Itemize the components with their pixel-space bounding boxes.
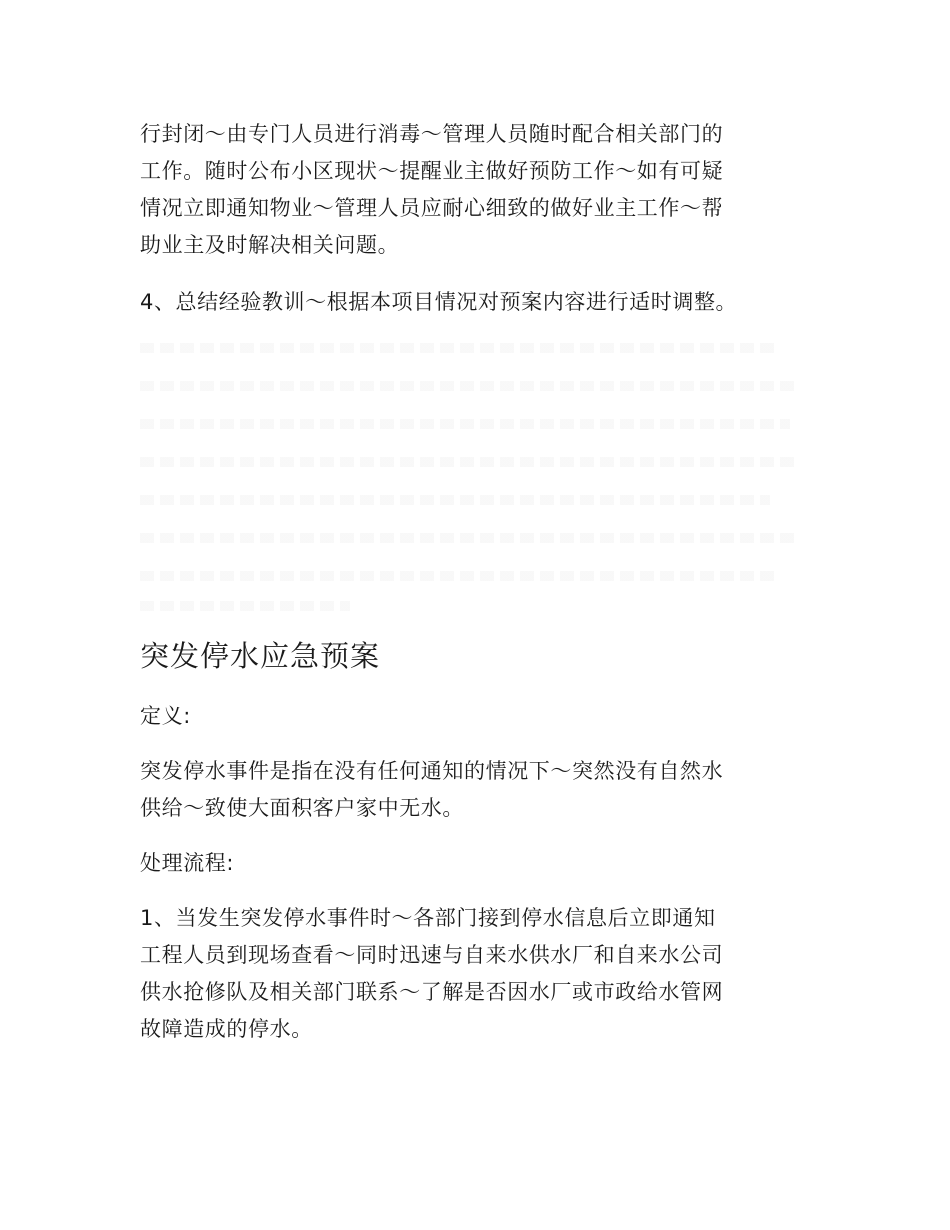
text-line: 4、总结经验教训～根据本项目情况对预案内容进行适时调整。: [140, 290, 738, 314]
text-line: 故障造成的停水。: [140, 1017, 313, 1041]
text-line: 定义:: [140, 704, 191, 728]
faded-text-area: [140, 335, 800, 615]
definition-label: [140, 698, 810, 735]
text-line: 供水抢修队及相关部门联系～了解是否因水厂或市政给水管网: [140, 980, 724, 1004]
process-label: [140, 845, 810, 882]
text-line: 情况立即通知物业～管理人员应耐心细致的做好业主工作～帮: [140, 196, 724, 220]
text-line: 工作。随时公布小区现状～提醒业主做好预防工作～如有可疑: [140, 159, 724, 183]
paragraph-item-4: [140, 284, 810, 321]
text-line: 处理流程:: [140, 851, 235, 875]
text-line: 1、当发生突发停水事件时～各部门接到停水信息后立即通知: [140, 906, 716, 930]
process-step-1: [140, 900, 810, 1048]
paragraph-continuation: [140, 116, 810, 264]
text-line: 助业主及时解决相关问题。: [140, 233, 400, 257]
text-line: 工程人员到现场查看～同时迅速与自来水供水厂和自来水公司: [140, 943, 724, 967]
text-line: 供给～致使大面积客户家中无水。: [140, 796, 464, 820]
definition-paragraph: [140, 753, 810, 827]
text-line: 突发停水事件是指在没有任何通知的情况下～突然没有自然水: [140, 759, 724, 783]
section-title: 突发停水应急预案: [140, 639, 381, 673]
text-line: 行封闭～由专门人员进行消毒～管理人员随时配合相关部门的: [140, 122, 724, 146]
